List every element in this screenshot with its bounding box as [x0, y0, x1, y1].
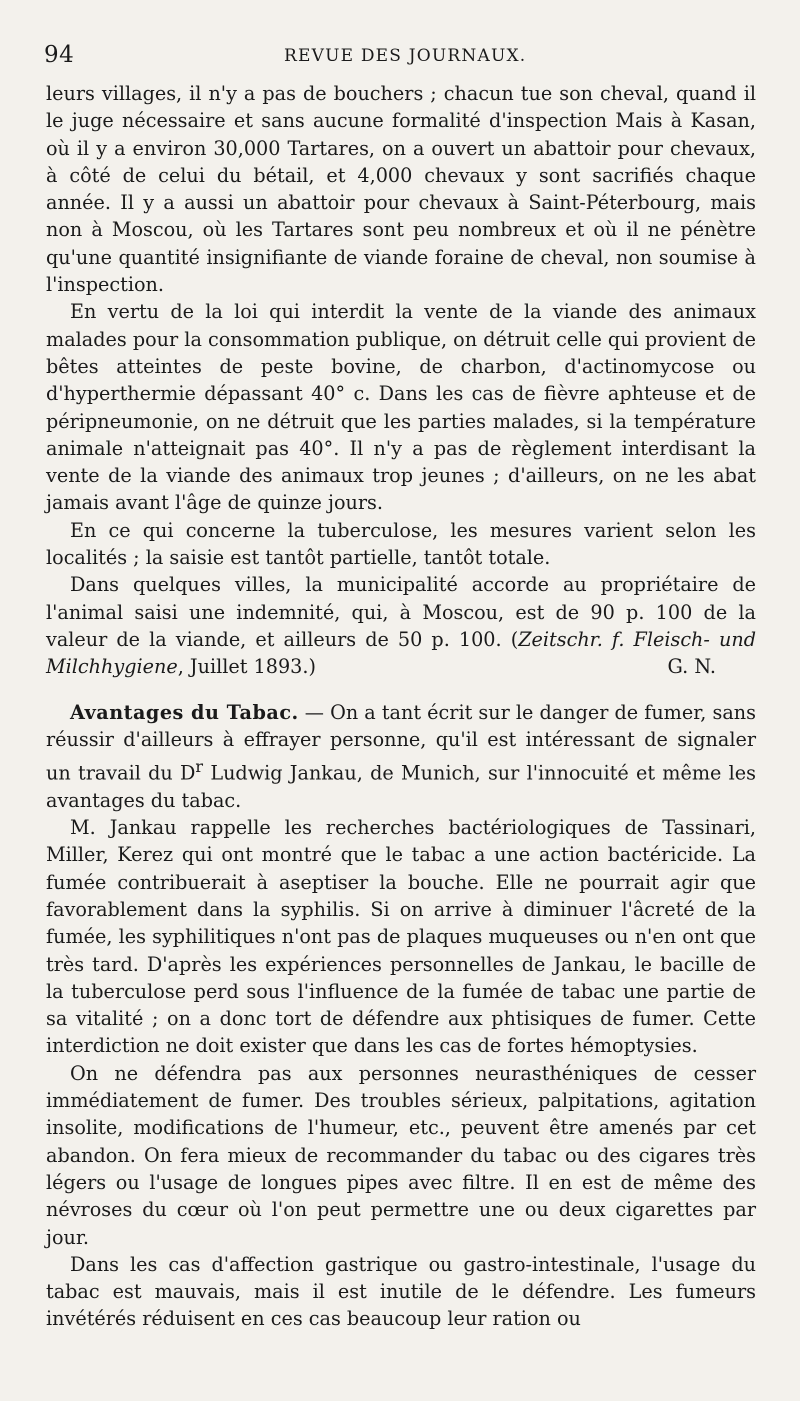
page-number: 94 — [44, 42, 75, 68]
paragraph-text: En ce qui concerne la tuberculose, les mesures varient selon les localités ; la saisie est tantôt partielle, tantôt totale. — [46, 518, 756, 570]
paragraph-text: — On a tant écrit sur le danger de fumer, sans réussir d'ailleurs à effrayer personne, qu'il est intéressant de signaler un travail du D — [46, 700, 756, 785]
paragraph-text: leurs villages, il n'y a pas de bouchers ; chacun tue son cheval, quand il le juge nécessaire et sans aucune formalité d'inspection Mais à Kasan, où il y a environ 30,000 Tartares, on a ouvert un abattoir pour chevaux, à côté de celui du bétail, et 4,000 chevaux y sont sacrifiés chaque année. Il y a aussi un abattoir pour chevaux à Saint-Péterbourg, mais non à Moscou, où les Tartares sont peu nombreux et où il ne pénètre qu'une quantité insignifiante de viande foraine de cheval, non soumise à l'inspection. — [46, 82, 756, 297]
paragraph-bactericide — [46, 814, 756, 1060]
page-header — [44, 38, 764, 72]
doctor-abbrev-sup: r — [195, 757, 204, 777]
paragraph-text-cont: Ludwig Jankau, de Munich, sur l'innocuité et même les avantages du tabac. — [46, 761, 756, 812]
paragraph-horse-slaughter — [46, 80, 756, 298]
paragraph-tuberculosis — [46, 517, 756, 572]
running-title: REVUE DES JOURNAUX. — [284, 46, 527, 66]
paragraph-text: On ne défendra pas aux personnes neurasthéniques de cesser immédiatement de fumer. Des troubles sérieux, palpitations, agitation insolite, modifications de l'humeur, etc., peuvent être amenés par cet abandon. On fera mieux de recommander du tabac ou des cigares très légers ou l'usage de longues pipes avec filtre. Il en est de même des névroses du cœur où l'on peut permettre une ou deux cigarettes par jour. — [46, 1061, 756, 1249]
paragraph-text: M. Jankau rappelle les recherches bactériologiques de Tassinari, Miller, Kerez qui ont montré que le tabac a une action bactéricide. La fumée contribuerait à aseptiser la bouche. Elle ne pourrait agir que favorablement dans la syphilis. Si on arrive à diminuer l'âcreté de la fumée, les syphilitiques n'ont pas de plaques muqueuses ou n'en ont que très tard. D'après les expériences personnelles de Jankau, le bacille de la tuberculose perd sous l'influence de la fumée de tabac une partie de sa vitalité ; on a donc tort de défendre aux phtisiques de fumer. Cette interdiction ne doit exister que dans les cas de fortes hémoptysies. — [46, 816, 756, 1058]
author-signature: G. N. — [667, 655, 716, 679]
citation-journal: Zeitschr. f. Fleisch- und Milchhygiene — [46, 627, 756, 679]
paragraph-neurasthenia — [46, 1060, 756, 1251]
paragraph-indemnity — [46, 571, 756, 680]
paragraph-text: Dans les cas d'affection gastrique ou gastro-intestinale, l'usage du tabac est mauvais, mais il est inutile de le défendre. Les fumeurs invétérés réduisent en ces cas beaucoup leur ration ou — [46, 1252, 756, 1331]
article-heading: Avantages du Tabac. — [70, 700, 299, 724]
paragraph-gastric — [46, 1251, 756, 1333]
paragraph-text: Dans quelques villes, la municipalité accorde au propriétaire de l'animal saisi une indemnité, qui, à Moscou, est de 90 p. 100 de la valeur de la viande, et ailleurs de 50 p. 100. ( — [46, 573, 756, 651]
paragraph-text: En vertu de la loi qui interdit la vente de la viande des animaux malades pour la consommation publique, on détruit celle qui provient de bêtes atteintes de peste bovine, de charbon, d'actinomycose ou d'hyperthermie dépassant 40° c. Dans les cas de fièvre aphteuse et de péripneumonie, on ne détruit que les parties malades, si la température animale n'atteignait pas 40°. Il n'y a pas de règlement interdisant la vente de la viande des animaux trop jeunes ; d'ailleurs, on ne les abat jamais avant l'âge de quinze jours. — [46, 300, 756, 515]
paragraph-sick-animals-law — [46, 298, 756, 516]
article-body — [46, 80, 756, 1333]
citation-date: , Juillet 1893.) — [177, 655, 316, 679]
paragraph-tobacco-intro — [46, 699, 756, 815]
